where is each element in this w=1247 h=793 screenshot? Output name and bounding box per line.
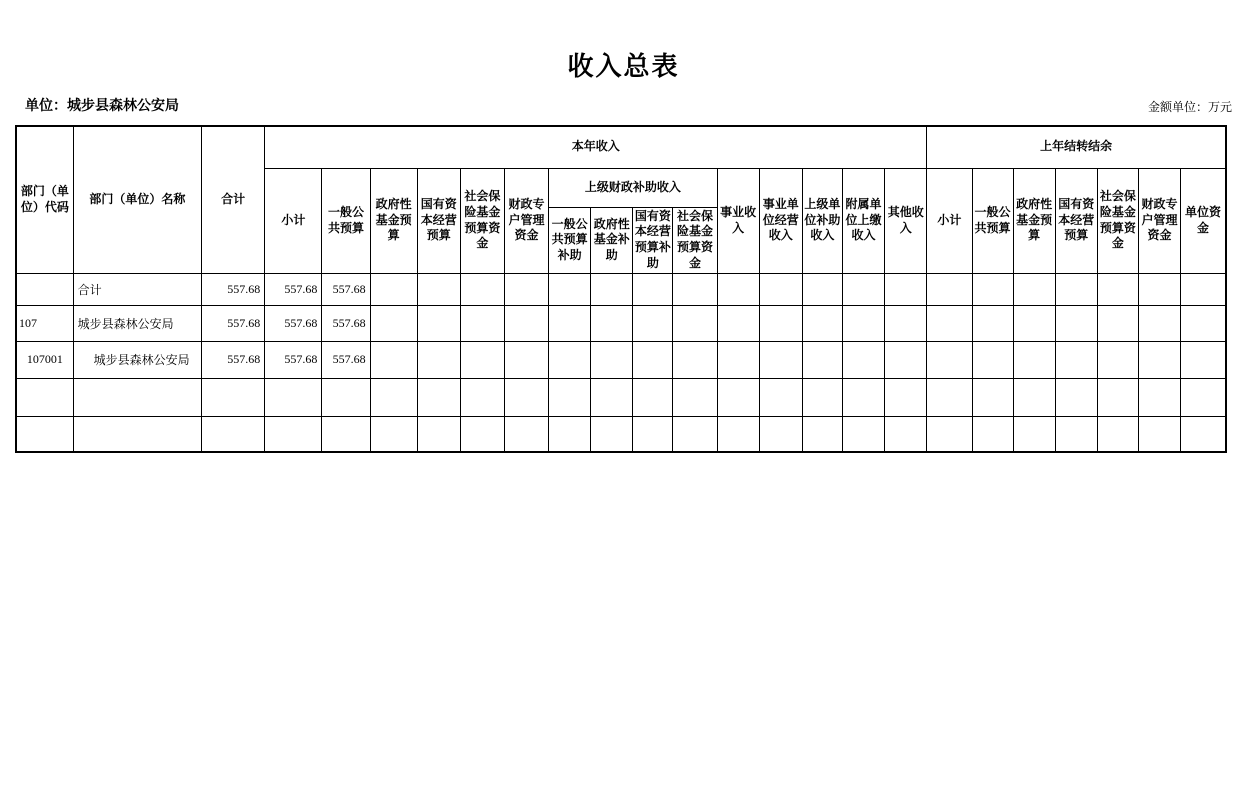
cell-dept-name: 城步县森林公安局 <box>73 341 201 378</box>
header-group-prev-year-carryover: 上年结转结余 <box>927 126 1226 168</box>
header-cy-gov-fund-budget: 政府性基金预算 <box>370 168 417 273</box>
cell-grand-total: 557.68 <box>202 273 265 305</box>
empty-cell <box>885 341 927 378</box>
empty-cell <box>1097 305 1138 341</box>
empty-cell <box>1013 341 1055 378</box>
empty-cell <box>759 305 802 341</box>
header-group-current-year-income: 本年收入 <box>265 126 927 168</box>
cell-dept-code <box>16 273 73 305</box>
empty-cell <box>504 273 548 305</box>
empty-cell <box>1181 305 1226 341</box>
empty-cell <box>927 416 972 452</box>
empty-cell <box>759 273 802 305</box>
cell-dept-name: 城步县森林公安局 <box>73 305 201 341</box>
page-title: 收入总表 <box>567 52 680 81</box>
empty-cell <box>633 341 673 378</box>
empty-cell <box>972 341 1013 378</box>
empty-cell <box>417 416 460 452</box>
empty-cell <box>927 341 972 378</box>
header-cy-business-unit-operating-income: 事业单位经营收入 <box>759 168 802 273</box>
header-row-1 <box>16 126 1226 168</box>
empty-cell <box>633 378 673 416</box>
cell-dept-code <box>16 378 73 416</box>
cell-cy-general-public: 557.68 <box>322 273 370 305</box>
header-group-higher-fiscal-subsidy-income: 上级财政补助收入 <box>549 168 718 207</box>
empty-cell <box>927 273 972 305</box>
header-dept-code: 部门（单位）代码 <box>16 126 73 273</box>
header-py-unit-funds: 单位资金 <box>1181 168 1226 273</box>
cell-dept-name <box>73 378 201 416</box>
empty-cell <box>370 273 417 305</box>
empty-cell <box>591 378 633 416</box>
empty-cell <box>591 416 633 452</box>
empty-cell <box>1139 378 1181 416</box>
empty-cell <box>1181 378 1226 416</box>
cell-grand-total <box>202 416 265 452</box>
empty-cell <box>802 273 842 305</box>
empty-cell <box>504 341 548 378</box>
empty-cell <box>1097 416 1138 452</box>
header-py-subtotal: 小计 <box>927 168 972 273</box>
empty-cell <box>972 273 1013 305</box>
income-summary-table <box>15 125 1227 453</box>
empty-cell <box>1139 341 1181 378</box>
empty-cell <box>591 305 633 341</box>
header-subsidy-gov-fund: 政府性基金补助 <box>591 207 633 273</box>
empty-cell <box>1097 341 1138 378</box>
empty-cell <box>842 378 884 416</box>
header-py-gov-fund-budget: 政府性基金预算 <box>1013 168 1055 273</box>
header-py-fiscal-special-account: 财政专户管理资金 <box>1139 168 1181 273</box>
empty-cell <box>370 416 417 452</box>
header-dept-name: 部门（单位）名称 <box>73 126 201 273</box>
empty-cell <box>673 305 717 341</box>
table-row-subunit <box>16 341 1226 378</box>
empty-cell <box>759 378 802 416</box>
table-row-empty <box>16 378 1226 416</box>
header-subsidy-social-insurance-fund: 社会保险基金预算资金 <box>673 207 717 273</box>
empty-cell <box>673 273 717 305</box>
empty-cell <box>1055 273 1097 305</box>
header-py-general-public-budget: 一般公共预算 <box>972 168 1013 273</box>
cell-dept-code <box>16 416 73 452</box>
empty-cell <box>370 378 417 416</box>
empty-cell <box>1055 378 1097 416</box>
empty-cell <box>1097 378 1138 416</box>
empty-cell <box>1055 341 1097 378</box>
empty-cell <box>1181 273 1226 305</box>
empty-cell <box>1139 416 1181 452</box>
empty-cell <box>717 305 759 341</box>
empty-cell <box>927 305 972 341</box>
empty-cell <box>717 341 759 378</box>
empty-cell <box>1055 416 1097 452</box>
cell-cy-subtotal <box>265 416 322 452</box>
header-cy-state-capital-budget: 国有资本经营预算 <box>417 168 460 273</box>
header-py-state-capital-budget: 国有资本经营预算 <box>1055 168 1097 273</box>
empty-cell <box>802 378 842 416</box>
header-cy-other-income: 其他收入 <box>885 168 927 273</box>
header-cy-social-insurance-fund: 社会保险基金预算资金 <box>460 168 504 273</box>
empty-cell <box>759 341 802 378</box>
empty-cell <box>370 305 417 341</box>
cell-cy-general-public <box>322 416 370 452</box>
empty-cell <box>504 305 548 341</box>
empty-cell <box>1013 273 1055 305</box>
empty-cell <box>802 305 842 341</box>
empty-cell <box>673 378 717 416</box>
empty-cell <box>885 378 927 416</box>
cell-dept-name: 合计 <box>73 273 201 305</box>
header-py-social-insurance-fund: 社会保险基金预算资金 <box>1097 168 1138 273</box>
empty-cell <box>1181 341 1226 378</box>
empty-cell <box>885 416 927 452</box>
empty-cell <box>1097 273 1138 305</box>
empty-cell <box>460 416 504 452</box>
empty-cell <box>460 305 504 341</box>
empty-cell <box>417 378 460 416</box>
empty-cell <box>717 416 759 452</box>
empty-cell <box>633 273 673 305</box>
empty-cell <box>1013 378 1055 416</box>
empty-cell <box>1055 305 1097 341</box>
empty-cell <box>885 305 927 341</box>
cell-grand-total: 557.68 <box>202 341 265 378</box>
header-cy-higher-unit-subsidy-income: 上级单位补助收入 <box>802 168 842 273</box>
empty-cell <box>842 273 884 305</box>
cell-dept-code: 107001 <box>16 341 73 378</box>
cell-cy-general-public <box>322 378 370 416</box>
empty-cell <box>417 305 460 341</box>
cell-dept-code: 107 <box>16 305 73 341</box>
header-cy-subtotal: 小计 <box>265 168 322 273</box>
empty-cell <box>591 341 633 378</box>
empty-cell <box>972 416 1013 452</box>
cell-cy-general-public: 557.68 <box>322 305 370 341</box>
empty-cell <box>549 305 591 341</box>
table-row-total <box>16 273 1226 305</box>
empty-cell <box>591 273 633 305</box>
empty-cell <box>549 341 591 378</box>
header-grand-total: 合计 <box>202 126 265 273</box>
empty-cell <box>842 341 884 378</box>
empty-cell <box>633 305 673 341</box>
cell-dept-name <box>73 416 201 452</box>
empty-cell <box>759 416 802 452</box>
header-subsidy-state-capital: 国有资本经营预算补助 <box>633 207 673 273</box>
empty-cell <box>633 416 673 452</box>
amount-unit-label: 金额单位：万元 <box>1147 100 1232 114</box>
unit-label: 单位：城步县森林公安局 <box>25 97 179 113</box>
cell-cy-subtotal <box>265 378 322 416</box>
empty-cell <box>549 273 591 305</box>
empty-cell <box>1013 305 1055 341</box>
table-row-dept <box>16 305 1226 341</box>
empty-cell <box>504 378 548 416</box>
header-subsidy-general-public: 一般公共预算补助 <box>549 207 591 273</box>
empty-cell <box>802 341 842 378</box>
empty-cell <box>673 341 717 378</box>
empty-cell <box>460 378 504 416</box>
empty-cell <box>417 273 460 305</box>
empty-cell <box>972 378 1013 416</box>
empty-cell <box>717 273 759 305</box>
empty-cell <box>1139 273 1181 305</box>
header-cy-fiscal-special-account: 财政专户管理资金 <box>504 168 548 273</box>
empty-cell <box>842 305 884 341</box>
cell-cy-general-public: 557.68 <box>322 341 370 378</box>
empty-cell <box>460 341 504 378</box>
meta-row <box>25 95 1232 115</box>
empty-cell <box>927 378 972 416</box>
cell-grand-total: 557.68 <box>202 305 265 341</box>
empty-cell <box>842 416 884 452</box>
empty-cell <box>549 416 591 452</box>
empty-cell <box>972 305 1013 341</box>
empty-cell <box>549 378 591 416</box>
table-row-empty <box>16 416 1226 452</box>
cell-cy-subtotal: 557.68 <box>265 305 322 341</box>
empty-cell <box>1139 305 1181 341</box>
empty-cell <box>460 273 504 305</box>
empty-cell <box>504 416 548 452</box>
empty-cell <box>1013 416 1055 452</box>
empty-cell <box>1181 416 1226 452</box>
empty-cell <box>885 273 927 305</box>
cell-cy-subtotal: 557.68 <box>265 341 322 378</box>
empty-cell <box>370 341 417 378</box>
empty-cell <box>717 378 759 416</box>
cell-cy-subtotal: 557.68 <box>265 273 322 305</box>
empty-cell <box>802 416 842 452</box>
cell-grand-total <box>202 378 265 416</box>
empty-cell <box>417 341 460 378</box>
empty-cell <box>673 416 717 452</box>
header-cy-business-income: 事业收入 <box>717 168 759 273</box>
header-cy-affiliated-unit-remitted-income: 附属单位上缴收入 <box>842 168 884 273</box>
header-cy-general-public-budget: 一般公共预算 <box>322 168 370 273</box>
